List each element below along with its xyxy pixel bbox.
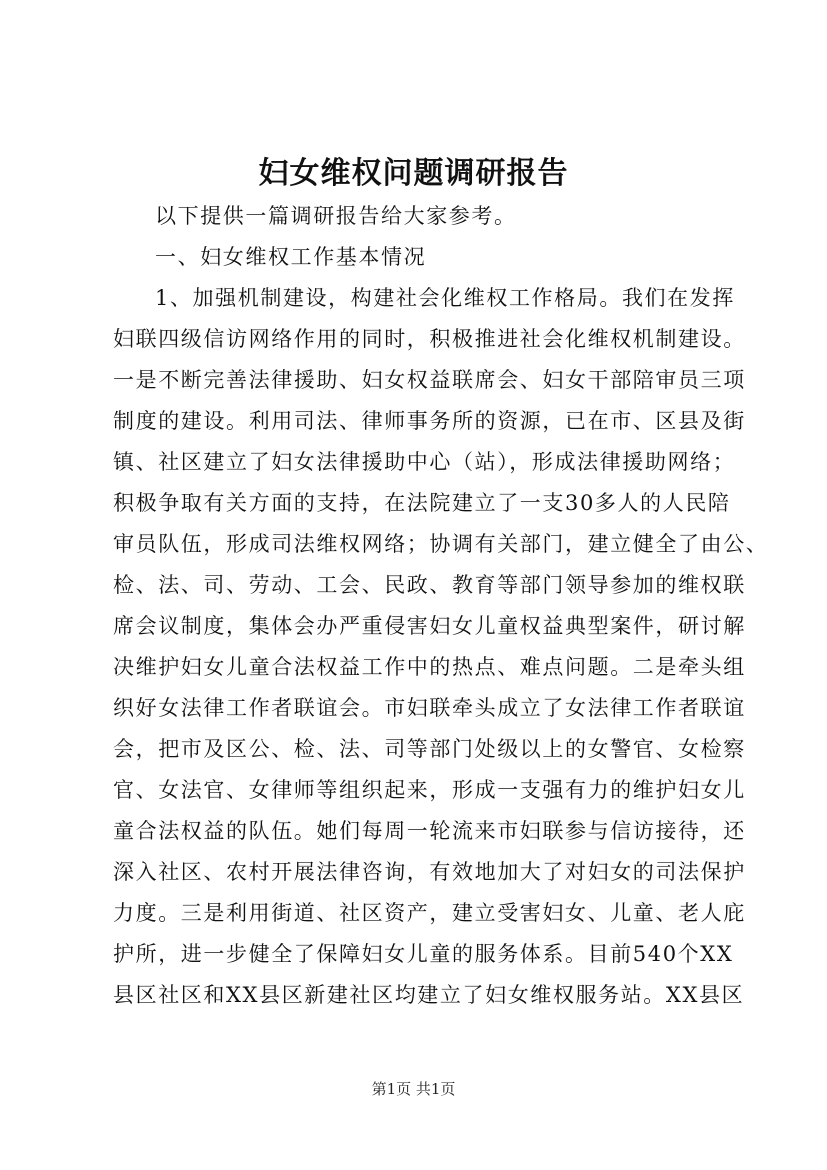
section-heading: 一、妇女维权工作基本情况 <box>155 245 427 269</box>
document-body <box>113 196 769 1016</box>
paragraph-line: 力度。三是利用街道、社区资产，建立受害妇女、儿童、老人庇 <box>113 901 746 925</box>
paragraph-line: 以下提供一篇调研报告给大家参考。 <box>155 204 517 228</box>
paragraph-line: 深入社区、农村开展法律咨询，有效地加大了对妇女的司法保护 <box>113 860 746 884</box>
paragraph-line: 决维护妇女儿童合法权益工作中的热点、难点问题。二是牵头组 <box>113 655 746 679</box>
paragraph-line: 检、法、司、劳动、工会、民政、教育等部门领导参加的维权联 <box>113 573 746 597</box>
paragraph-line: 童合法权益的队伍。她们每周一轮流来市妇联参与信访接待，还 <box>113 819 746 843</box>
paragraph-line: 织好女法律工作者联谊会。市妇联牵头成立了女法律工作者联谊 <box>113 696 746 720</box>
paragraph-line: 1、加强机制建设，构建社会化维权工作格局。我们在发挥 <box>155 286 735 310</box>
paragraph-line: 席会议制度，集体会办严重侵害妇女儿童权益典型案件，研讨解 <box>113 614 746 638</box>
paragraph-line: 官、女法官、女律师等组织起来，形成一支强有力的维护妇女儿 <box>113 778 746 802</box>
paragraph-line: 审员队伍，形成司法维权网络；协调有关部门，建立健全了由公、 <box>113 532 769 556</box>
paragraph-line: 县区社区和XX县区新建社区均建立了妇女维权服务站。XX县区 <box>113 983 745 1007</box>
document-title: 妇女维权问题调研报告 <box>258 156 569 191</box>
paragraph-line: 积极争取有关方面的支持，在法院建立了一支30多人的人民陪 <box>113 491 731 515</box>
paragraph-line: 镇、社区建立了妇女法律援助中心（站），形成法律援助网络； <box>113 450 736 474</box>
paragraph-line: 制度的建设。利用司法、律师事务所的资源，已在市、区县及街 <box>113 409 746 433</box>
paragraph-line: 会，把市及区公、检、法、司等部门处级以上的女警官、女检察 <box>113 737 746 761</box>
paragraph-line: 妇联四级信访网络作用的同时，积极推进社会化维权机制建设。 <box>113 327 746 351</box>
paragraph-line: 一是不断完善法律援助、妇女权益联席会、妇女干部陪审员三项 <box>113 368 746 392</box>
paragraph-line: 护所，进一步健全了保障妇女儿童的服务体系。目前540个XX <box>113 942 734 966</box>
page-footer: 第1页 共1页 <box>371 1080 456 1098</box>
